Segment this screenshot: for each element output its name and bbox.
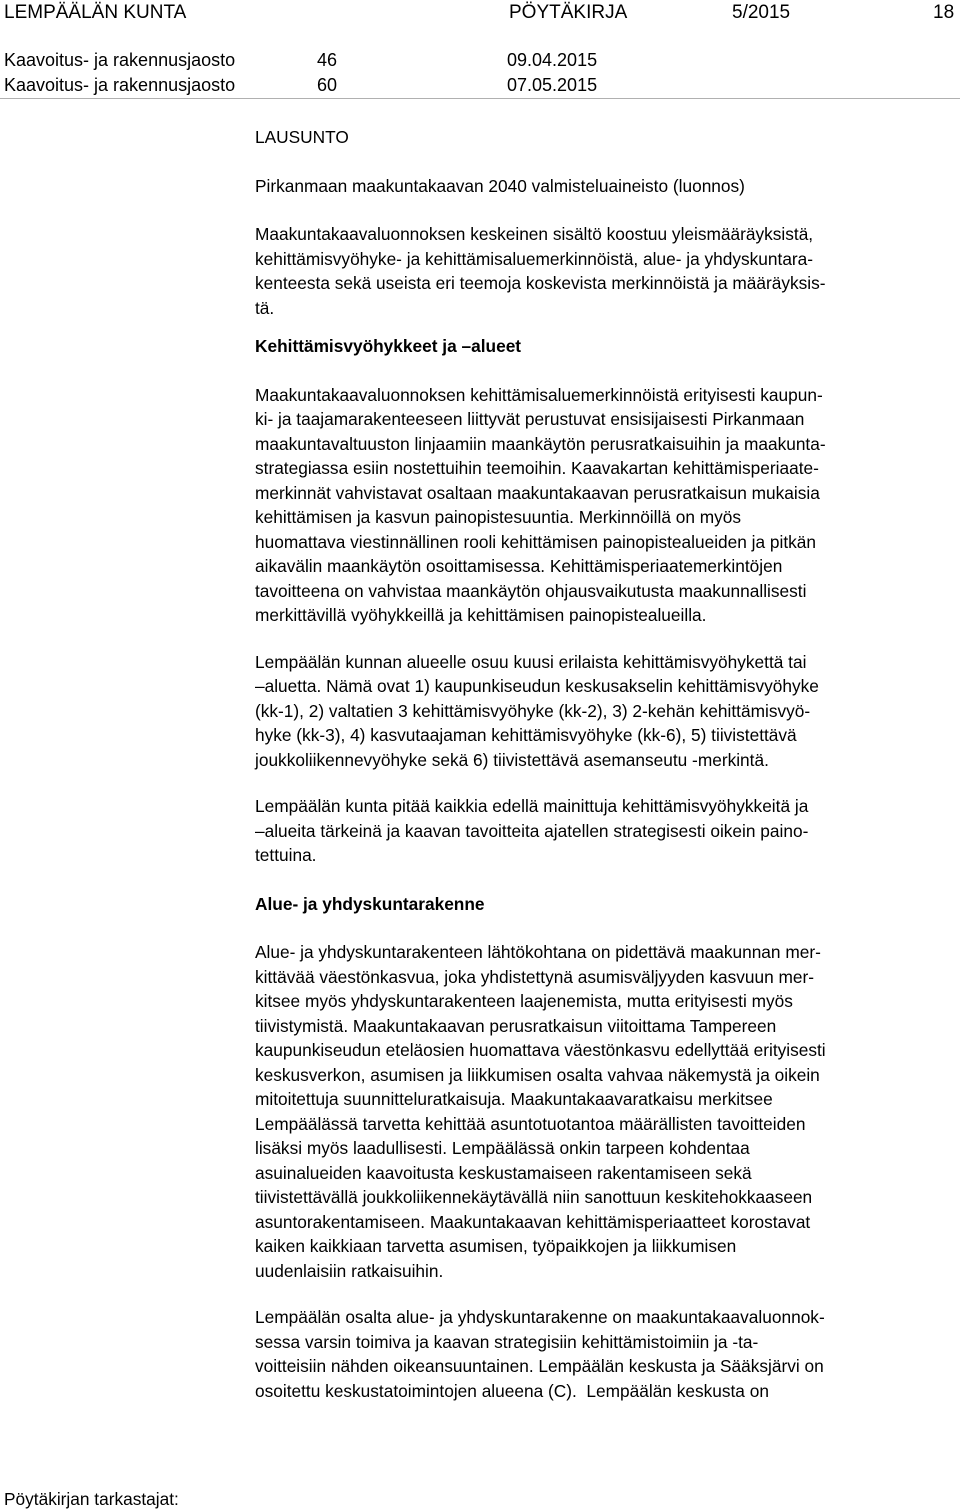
text-line: huomattava viestinnällinen rooli kehittämisen painopistealueiden ja pitkän [255, 531, 817, 552]
intro-paragraph [255, 222, 955, 320]
paragraph-lempaala-structure [255, 1305, 955, 1403]
document-title: LAUSUNTO [255, 127, 349, 147]
text-line: kenteesta sekä useista eri teemoja koskevista merkinnöistä ja määräyksis- [255, 273, 826, 293]
text-line: asuntorakentamiseen. Maakuntakaavan kehittämisperiaatteet korostavat [255, 1211, 811, 1232]
text-line: osoitettu keskustatoimintojen alueena (C). Lempäälän keskusta on [255, 1380, 769, 1401]
meeting-section: 60 [317, 75, 338, 95]
text-line: asuinalueiden kaavoitusta keskustamaiseen rakentamiseen sekä [255, 1162, 752, 1183]
paragraph-municipality-view [255, 794, 955, 868]
text-line: tiivistymistä. Maakuntakaavan perusratkaisun viitoittama Tampereen [255, 1015, 777, 1036]
header-divider [0, 98, 960, 99]
text-line: Alue- ja yhdyskuntarakenteen lähtökohtana on pidettävä maakunnan mer- [255, 942, 821, 962]
text-line: tä. [255, 297, 275, 318]
paragraph-regional-structure [255, 940, 955, 1283]
section-heading: Alue- ja yhdyskuntarakenne [255, 893, 485, 914]
text-line: Maakuntakaavaluonnoksen kehittämisaluemerkinnöistä erityisesti kaupun- [255, 384, 823, 405]
text-line: strategiassa esiin nostettuihin teemoihin. Kaavakartan kehittämisperiaate- [255, 458, 819, 478]
municipality-name: LEMPÄÄLÄN KUNTA [4, 2, 187, 23]
text-line: kehittämisvyöhyke- ja kehittämisaluemerkinnöistä, alue- ja yhdyskuntara- [255, 248, 814, 269]
meeting-body: Kaavoitus- ja rakennusjaosto [4, 75, 236, 95]
document-body [255, 125, 955, 1403]
meeting-date: 07.05.2015 [507, 75, 598, 95]
signature-label: Pöytäkirjan tarkastajat: [4, 1489, 179, 1509]
document-subtitle: Pirkanmaan maakuntakaavan 2040 valmisteluaineisto (luonnos) [255, 175, 745, 196]
text-line: kehittämisen ja kasvun painopistesuuntia. Merkinnöillä on myös [255, 507, 742, 527]
text-line: ki- ja taajamarakenteeseen liittyvät perustuvat ensisijaisesti Pirkanmaan [255, 409, 805, 429]
document-number: 5/2015 [732, 2, 791, 23]
paragraph-lempaala-zones [255, 650, 955, 773]
text-line: maakuntavaltuuston linjaamiin maankäytön perusratkaisuihin ja maakunta- [255, 433, 826, 454]
text-line: hyke (kk-3), 4) kasvutaajaman kehittämisvyöhyke (kk-6), 5) tiivistettävä [255, 725, 797, 745]
text-line: –alueita tärkeinä ja kaavan tavoitteita ajatellen strategisesti oikein paino- [255, 820, 809, 841]
text-line: merkittävillä vyöhykkeillä ja kehittämisen painopistealueilla. [255, 605, 707, 625]
paragraph-development-zones [255, 383, 955, 628]
text-line: aikavälin maankäytön osoittamisessa. Kehittämisperiaatemerkintöjen [255, 556, 783, 576]
text-line: uudenlaisiin ratkaisuihin. [255, 1260, 444, 1281]
meeting-body: Kaavoitus- ja rakennusjaosto [4, 50, 236, 70]
text-line: tiivistettävällä joukkoliikennekäytävällä niin sanottuun keskitehokkaaseen [255, 1187, 813, 1207]
text-line: mitoitettuja suunnitteluratkaisuja. Maakuntakaavaratkaisu merkitsee [255, 1089, 773, 1109]
text-line: Lempäälässä tarvetta kehittää asuntotuotantoa määrällisten tavoitteiden [255, 1113, 806, 1134]
meeting-date: 09.04.2015 [507, 50, 598, 70]
text-line: tavoitteena on vahvistaa maankäytön ohjausvaikutusta maakunnallisesti [255, 580, 807, 601]
text-line: sessa varsin toimiva ja kaavan strategisiin kehittämistoimiin ja -ta- [255, 1331, 759, 1352]
meeting-section: 46 [317, 50, 338, 70]
document-type: PÖYTÄKIRJA [509, 2, 628, 23]
text-line: Maakuntakaavaluonnoksen keskeinen sisältö koostuu yleismääräyksistä, [255, 224, 814, 244]
section-heading: Kehittämisvyöhykkeet ja –alueet [255, 336, 522, 356]
text-line: voitteisiin nähden oikeansuuntainen. Lempäälän keskusta ja Sääksjärvi on [255, 1356, 824, 1376]
text-line: Lempäälän kunta pitää kaikkia edellä mainittuja kehittämisvyöhykkeitä ja [255, 796, 809, 816]
text-line: Lempäälän kunnan alueelle osuu kuusi erilaista kehittämisvyöhykettä tai [255, 651, 807, 672]
page-number: 18 [933, 2, 955, 23]
text-line: Lempäälän osalta alue- ja yhdyskuntarakenne on maakuntakaavaluonnok- [255, 1307, 825, 1327]
text-line: lisäksi myös laadullisesti. Lempäälässä onkin tarpeen kohdentaa [255, 1138, 750, 1158]
text-line: kittävää väestönkasvua, joka yhdistettynä asumisväljyyden kasvuun mer- [255, 966, 815, 987]
text-line: kitsee myös yhdyskuntarakenteen laajenemista, mutta erityisesti myös [255, 991, 793, 1011]
text-line: kaiken kaikkiaan tarvetta asumisen, työpaikkojen ja liikkumisen [255, 1236, 737, 1256]
text-line: kaupunkiseudun eteläosien huomattava väestönkasvu edellyttää erityisesti [255, 1040, 826, 1060]
text-line: (kk-1), 2) valtatien 3 kehittämisvyöhyke (kk-2), 3) 2-kehän kehittämisvyö- [255, 700, 811, 721]
text-line: joukkoliikennevyöhyke sekä 6) tiivistettävä asemanseutu -merkintä. [255, 749, 769, 770]
text-line: tettuina. [255, 845, 317, 865]
text-line: –aluetta. Nämä ovat 1) kaupunkiseudun keskusakselin kehittämisvyöhyke [255, 676, 819, 696]
text-line: keskusverkon, asumisen ja liikkumisen osalta vahvaa näkemystä ja oikein [255, 1064, 820, 1085]
text-line: merkinnät vahvistavat osaltaan maakuntakaavan perusratkaisun mukaisia [255, 482, 820, 503]
